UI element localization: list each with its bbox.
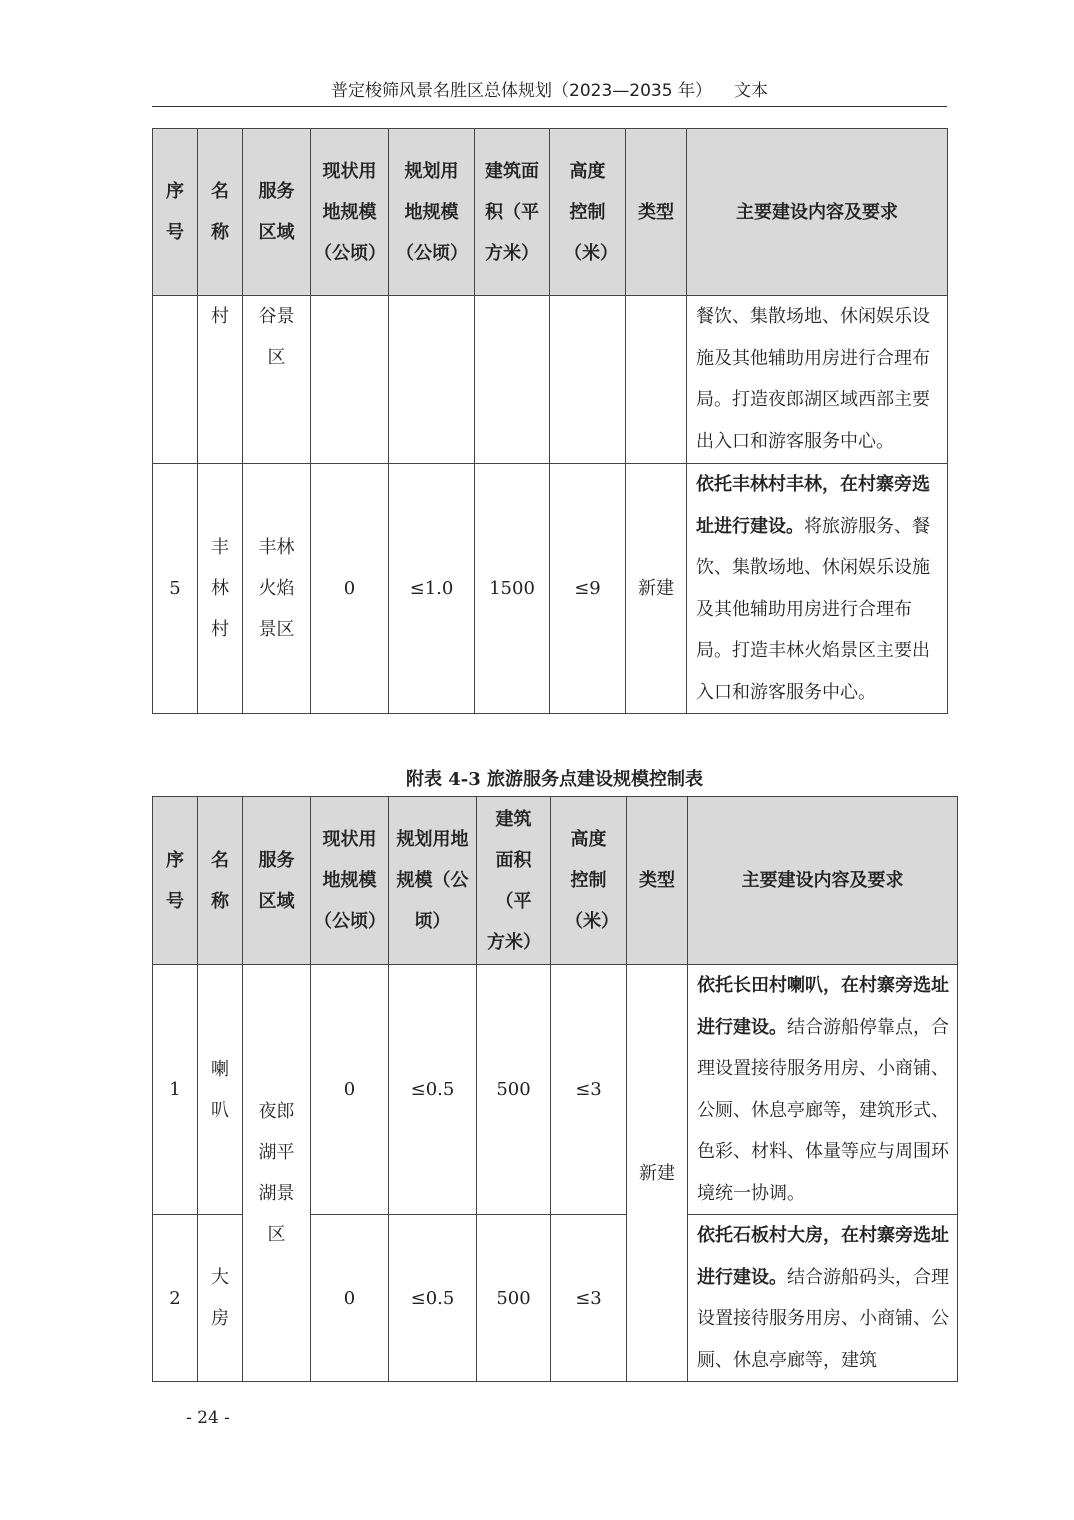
cell-planned (389, 296, 475, 464)
col-current-land: 现状用地规模（公顷） (311, 129, 389, 296)
col-area: 服务区域 (243, 129, 311, 296)
col-area: 服务区域 (243, 797, 311, 965)
cell-requirements (687, 296, 948, 464)
requirements-lead: 依托长田村喇叭，在村寨旁选址进行建设。 (697, 975, 949, 1038)
cell-height (550, 296, 626, 464)
cell-floor (475, 296, 550, 464)
col-current-land: 现状用地规模（公顷） (311, 797, 389, 965)
table-caption: 附表 4-3 旅游服务点建设规模控制表 (405, 769, 704, 790)
cell-current (311, 296, 389, 464)
document-type: 文本 (733, 81, 768, 101)
document-title: 普定梭筛风景名胜区总体规划（2023—2035 年） (331, 81, 712, 101)
cell-planned: ≤1.0 (389, 464, 475, 714)
requirements-body: 餐饮、集散场地、休闲娱乐设施及其他辅助用房进行合理布局。打造夜郎湖区域西部主要出入口和游客服务中心。 (696, 306, 930, 452)
requirements-lead: 依托丰林村丰林，在村寨旁选址进行建设。 (696, 474, 930, 537)
cell-current: 0 (311, 464, 389, 714)
cell-floor: 1500 (475, 464, 550, 714)
table-row (153, 296, 948, 464)
cell-type (626, 296, 687, 464)
cell-floor: 500 (477, 965, 551, 1215)
col-type: 类型 (626, 129, 687, 296)
page-number: - 24 - (186, 1408, 230, 1428)
col-seq: 序号 (153, 129, 198, 296)
col-floor-area: 建筑面积（平方米） (475, 129, 550, 296)
cell-type-merged: 新建 (627, 965, 688, 1382)
cell-height: ≤3 (551, 965, 627, 1215)
cell-area: 丰林火焰景区 (243, 464, 311, 714)
cell-area-merged: 夜郎湖平湖景区 (243, 965, 311, 1382)
cell-area: 谷景区 (243, 296, 311, 464)
page-header (152, 76, 947, 107)
cell-current: 0 (311, 1215, 389, 1382)
cell-planned: ≤0.5 (389, 965, 477, 1215)
service-point-table (152, 796, 958, 1382)
cell-height: ≤3 (551, 1215, 627, 1382)
cell-current: 0 (311, 965, 389, 1215)
cell-requirements (688, 965, 958, 1215)
col-planned-land: 规划用地规模（公顷） (389, 129, 475, 296)
cell-seq: 1 (153, 965, 198, 1215)
col-planned-land: 规划用地规模（公顷） (389, 797, 477, 965)
table-row (153, 464, 948, 714)
service-table-continued (152, 128, 948, 714)
cell-name: 大房 (198, 1215, 243, 1382)
col-name: 名称 (198, 797, 243, 965)
table-row (153, 965, 958, 1215)
cell-name: 丰林村 (198, 464, 243, 714)
table-header-row (153, 797, 958, 965)
col-requirements: 主要建设内容及要求 (688, 797, 958, 965)
col-name: 名称 (198, 129, 243, 296)
cell-type: 新建 (626, 464, 687, 714)
cell-name: 喇叭 (198, 965, 243, 1215)
requirements-body: 将旅游服务、餐饮、集散场地、休闲娱乐设施及其他辅助用房进行合理布局。打造丰林火焰景区主要出入口和游客服务中心。 (696, 515, 930, 703)
col-requirements: 主要建设内容及要求 (687, 129, 948, 296)
col-height: 高度控制（米） (550, 129, 626, 296)
cell-requirements (687, 464, 948, 714)
cell-floor: 500 (477, 1215, 551, 1382)
requirements-lead: 依托石板村大房，在村寨旁选址进行建设。 (697, 1225, 949, 1288)
col-floor-area: 建筑面积（平方米） (477, 797, 551, 965)
cell-seq: 5 (153, 464, 198, 714)
cell-requirements (688, 1215, 958, 1382)
requirements-body: 结合游船码头，合理设置接待服务用房、小商铺、公厕、休息亭廊等，建筑 (697, 1266, 949, 1371)
cell-planned: ≤0.5 (389, 1215, 477, 1382)
cell-seq: 2 (153, 1215, 198, 1382)
table-header-row (153, 129, 948, 296)
col-type: 类型 (627, 797, 688, 965)
cell-height: ≤9 (550, 464, 626, 714)
col-seq: 序号 (153, 797, 198, 965)
requirements-body: 结合游船停靠点，合理设置接待服务用房、小商铺、公厕、休息亭廊等，建筑形式、色彩、材料、体量等应与周围环境统一协调。 (697, 1016, 949, 1204)
col-height: 高度控制（米） (551, 797, 627, 965)
cell-name: 村 (198, 296, 243, 464)
cell-seq (153, 296, 198, 464)
